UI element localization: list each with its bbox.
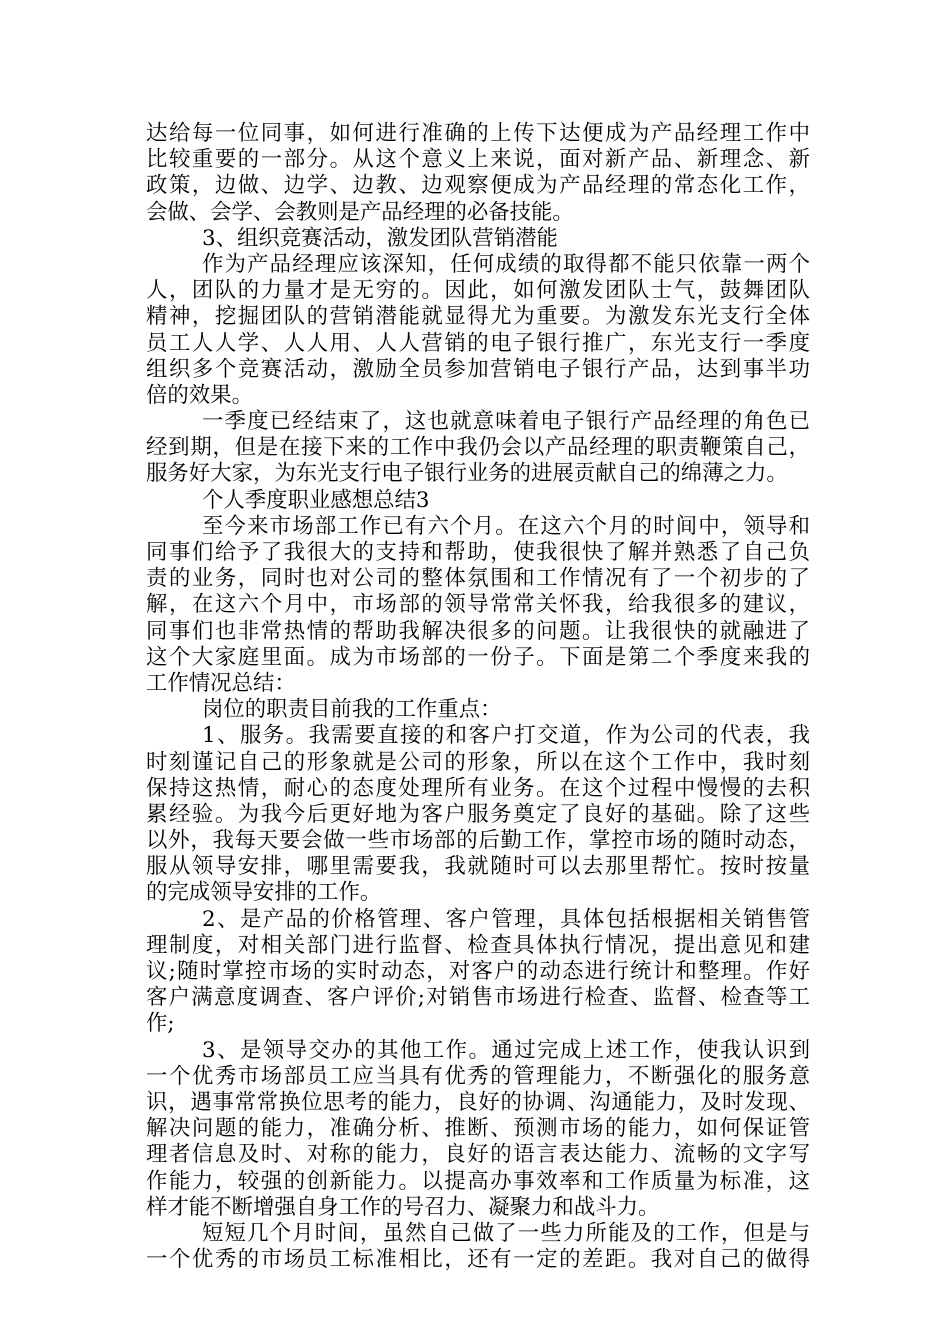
text-line: 人，团队的力量才是无穷的。因此，如何激发团队士气，鼓舞团队 <box>146 278 810 304</box>
text-line: 识，遇事常常换位思考的能力，良好的协调、沟通能力，及时发现、 <box>146 1089 810 1115</box>
text-line: 这个大家庭里面。成为市场部的一份子。下面是第二个季度来我的 <box>146 644 810 670</box>
text-line: 理制度，对相关部门进行监督、检查具体执行情况，提出意见和建 <box>146 932 810 958</box>
text-line: 岗位的职责目前我的工作重点： <box>202 697 502 723</box>
text-line: 理者信息及时、对称的能力，良好的语言表达能力、流畅的文字写 <box>146 1142 810 1168</box>
text-line: 作; <box>146 1011 175 1037</box>
text-line: 3、是领导交办的其他工作。通过完成上述工作，使我认识到 <box>202 1037 810 1063</box>
text-line: 累经验。为我今后更好地为客户服务奠定了良好的基础。除了这些 <box>146 801 810 827</box>
text-line: 个人季度职业感想总结3 <box>202 487 430 513</box>
text-line: 工作情况总结： <box>146 670 296 696</box>
text-line: 倍的效果。 <box>146 382 253 408</box>
text-line: 时刻谨记自己的形象就是公司的形象，所以在这个工作中，我时刻 <box>146 749 810 775</box>
text-line: 责的业务，同时也对公司的整体氛围和工作情况有了一个初步的了 <box>146 566 810 592</box>
text-line: 一个优秀的市场员工标准相比，还有一定的差距。我对自己的做得 <box>146 1247 810 1273</box>
text-line: 1、服务。我需要直接的和客户打交道，作为公司的代表，我 <box>202 723 810 749</box>
text-line: 比较重要的一部分。从这个意义上来说，面对新产品、新理念、新 <box>146 147 810 173</box>
text-line: 短短几个月时间，虽然自己做了一些力所能及的工作，但是与 <box>202 1220 810 1246</box>
text-line: 客户满意度调查、客户评价;对销售市场进行检查、监督、检查等工 <box>146 985 810 1011</box>
text-line: 一个优秀市场部员工应当具有优秀的管理能力，不断强化的服务意 <box>146 1063 810 1089</box>
text-line: 作为产品经理应该深知，任何成绩的取得都不能只依靠一两个 <box>202 251 810 277</box>
text-line: 一季度已经结束了，这也就意味着电子银行产品经理的角色已 <box>202 409 810 435</box>
text-line: 2、是产品的价格管理、客户管理，具体包括根据相关销售管 <box>202 906 810 932</box>
text-line: 解决问题的能力，准确分析、推断、预测市场的能力，如何保证管 <box>146 1116 810 1142</box>
text-line: 的完成领导安排的工作。 <box>146 880 382 906</box>
text-line: 服务好大家，为东光支行电子银行业务的进展贡献自己的绵薄之力。 <box>146 461 788 487</box>
text-line: 组织多个竞赛活动，激励全员参加营销电子银行产品，达到事半功 <box>146 356 810 382</box>
text-line: 政策，边做、边学、边教、边观察便成为产品经理的常态化工作， <box>146 173 810 199</box>
text-line: 3、组织竞赛活动，激发团队营销潜能 <box>202 225 558 251</box>
text-line: 保持这热情，耐心的态度处理所有业务。在这个过程中慢慢的去积 <box>146 775 810 801</box>
text-line: 议;随时掌控市场的实时动态，对客户的动态进行统计和整理。作好 <box>146 959 810 984</box>
text-line: 经到期，但是在接下来的工作中我仍会以产品经理的职责鞭策自己， <box>146 435 810 461</box>
text-line: 以外，我每天要会做一些市场部的后勤工作，掌控市场的随时动态， <box>146 828 810 854</box>
text-line: 达给每一位同事，如何进行准确的上传下达便成为产品经理工作中 <box>146 121 810 146</box>
text-line: 样才能不断增强自身工作的号召力、凝聚力和战斗力。 <box>146 1194 660 1220</box>
text-line: 服从领导安排，哪里需要我，我就随时可以去那里帮忙。按时按量 <box>146 854 810 880</box>
text-line: 同事们给予了我很大的支持和帮助，使我很快了解并熟悉了自己负 <box>146 540 810 565</box>
text-line: 同事们也非常热情的帮助我解决很多的问题。让我很快的就融进了 <box>146 618 810 644</box>
text-line: 作能力，较强的创新能力。以提高办事效率和工作质量为标准，这 <box>146 1168 810 1194</box>
text-line: 至今来市场部工作已有六个月。在这六个月的时间中，领导和 <box>202 513 810 539</box>
text-line: 员工人人学、人人用、人人营销的电子银行推广，东光支行一季度 <box>146 330 810 356</box>
text-line: 会做、会学、会教则是产品经理的必备技能。 <box>146 199 574 225</box>
document-body <box>146 121 810 1273</box>
text-line: 精神，挖掘团队的营销潜能就显得尤为重要。为激发东光支行全体 <box>146 304 810 330</box>
text-line: 解，在这六个月中，市场部的领导常常关怀我，给我很多的建议， <box>146 592 810 618</box>
